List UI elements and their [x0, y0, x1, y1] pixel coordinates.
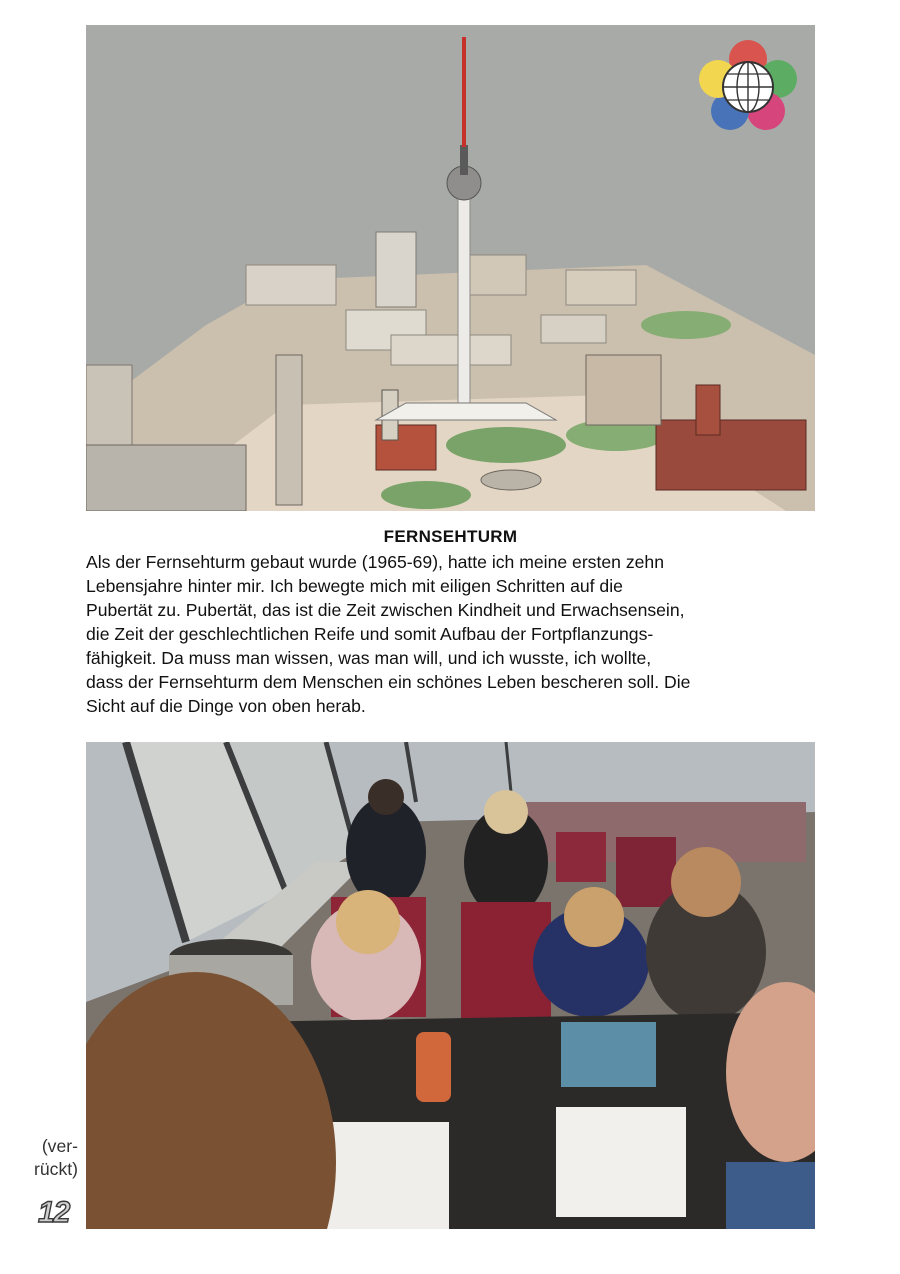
paragraph-line: die Zeit der geschlechtlichen Reife und somit Aufbau der Fortpflanzungs-	[86, 624, 654, 644]
margin-note-line: (ver-	[41, 1136, 78, 1156]
page-title: FERNSEHTURM	[383, 527, 518, 546]
restaurant-family-photo	[86, 742, 815, 1229]
tv-tower-model-photo	[86, 25, 815, 511]
globe-icon	[723, 62, 773, 112]
globe-flower-logo	[698, 37, 798, 133]
paragraph-line: fähigkeit. Da muss man wissen, was man will, und ich wusste, ich wollte,	[86, 648, 652, 668]
paragraph-line: Sicht auf die Dinge von oben herab.	[86, 696, 366, 716]
page-number: 12	[38, 1196, 70, 1229]
paragraph-line: dass der Fernsehturm dem Menschen ein schönes Leben bescheren soll. Die	[86, 672, 691, 692]
article-paragraph	[86, 550, 826, 718]
margin-note	[14, 1135, 78, 1181]
paragraph-line: Pubertät zu. Pubertät, das ist die Zeit zwischen Kindheit und Erwachsensein,	[86, 600, 685, 620]
paragraph-line: Als der Fernsehturm gebaut wurde (1965-69), hatte ich meine ersten zehn	[86, 552, 664, 572]
paragraph-line: Lebensjahre hinter mir. Ich bewegte mich mit eiligen Schritten auf die	[86, 576, 623, 596]
margin-note-line: rückt)	[34, 1159, 78, 1179]
